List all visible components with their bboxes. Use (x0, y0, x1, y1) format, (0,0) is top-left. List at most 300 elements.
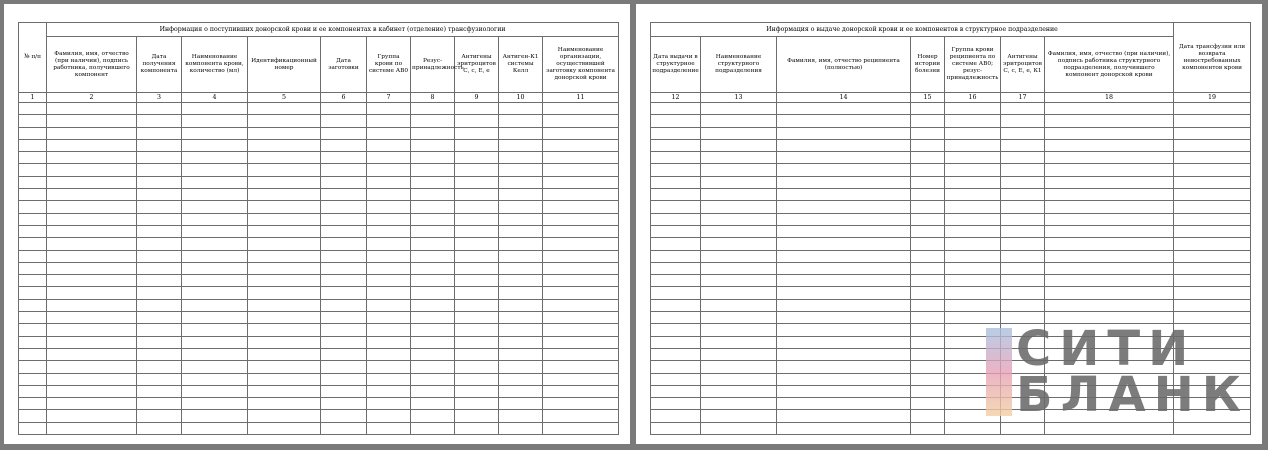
table-cell (945, 176, 1001, 188)
col-header: Группа крови по системе АВ0 (367, 37, 411, 93)
table-cell (455, 385, 499, 397)
table-row (19, 238, 619, 250)
table-cell (367, 348, 411, 360)
table-cell (367, 361, 411, 373)
table-cell (777, 287, 911, 299)
table-cell (248, 189, 321, 201)
table-cell (248, 398, 321, 410)
table-cell (499, 238, 543, 250)
table-row (19, 312, 619, 324)
table-cell (651, 275, 701, 287)
table-cell (367, 398, 411, 410)
table-row (19, 398, 619, 410)
table-cell (945, 103, 1001, 115)
col-header: Фамилия, имя, отчество (при наличии), подпись работника, получившего компонент (47, 37, 137, 93)
table-cell (19, 176, 47, 188)
table-cell (455, 373, 499, 385)
table-row (19, 201, 619, 213)
table-row (651, 238, 1251, 250)
table-cell (499, 299, 543, 311)
table-row (651, 422, 1251, 434)
table-cell (367, 115, 411, 127)
table-cell (543, 410, 619, 422)
table-cell (411, 336, 455, 348)
table-cell (248, 225, 321, 237)
table-cell (777, 213, 911, 225)
watermark-logo (986, 321, 1250, 423)
table-cell (1001, 287, 1045, 299)
table-cell (137, 299, 182, 311)
table-cell (19, 152, 47, 164)
table-cell (911, 287, 945, 299)
table-cell (499, 250, 543, 262)
table-cell (367, 410, 411, 422)
table-cell (47, 275, 137, 287)
table-cell (137, 312, 182, 324)
table-cell (455, 238, 499, 250)
table-cell (248, 348, 321, 360)
col-header: Дата трансфузии или возврата невостребованных компонентов крови (1174, 23, 1251, 93)
table-cell (248, 422, 321, 434)
table-cell (701, 398, 777, 410)
table-cell (19, 262, 47, 274)
table-cell (411, 324, 455, 336)
table-cell (701, 275, 777, 287)
table-cell (182, 287, 248, 299)
table-cell (651, 127, 701, 139)
table-cell (1045, 422, 1174, 434)
table-cell (1045, 250, 1174, 262)
table-cell (701, 287, 777, 299)
table-cell (499, 348, 543, 360)
table-cell (455, 348, 499, 360)
table-cell (47, 115, 137, 127)
table-row (19, 385, 619, 397)
table-cell (651, 385, 701, 397)
table-cell (1174, 201, 1251, 213)
table-cell (777, 115, 911, 127)
table-cell (651, 312, 701, 324)
table-row (651, 250, 1251, 262)
table-cell (911, 275, 945, 287)
table-cell (47, 139, 137, 151)
table-cell (1001, 127, 1045, 139)
table-row (19, 164, 619, 176)
table-cell (19, 225, 47, 237)
table-cell (248, 213, 321, 225)
table-cell (651, 422, 701, 434)
table-cell (367, 299, 411, 311)
table-cell (411, 127, 455, 139)
table-cell (1001, 164, 1045, 176)
table-cell (499, 312, 543, 324)
table-cell (182, 176, 248, 188)
table-cell (455, 422, 499, 434)
table-cell (411, 410, 455, 422)
table-row (651, 262, 1251, 274)
table-cell (701, 262, 777, 274)
table-cell (945, 250, 1001, 262)
table-cell (47, 127, 137, 139)
logo-gradient-bar (986, 328, 1012, 416)
table-cell (1174, 152, 1251, 164)
table-cell (137, 115, 182, 127)
table-cell (945, 287, 1001, 299)
table-cell (321, 115, 367, 127)
table-cell (321, 238, 367, 250)
table-cell (19, 398, 47, 410)
table-row (651, 213, 1251, 225)
table-cell (701, 422, 777, 434)
table-row (19, 287, 619, 299)
table-cell (47, 373, 137, 385)
table-cell (321, 139, 367, 151)
col-header: Дата выдачи в структурное подразделение (651, 37, 701, 93)
table-cell (701, 164, 777, 176)
table-cell (1174, 213, 1251, 225)
table-cell (137, 348, 182, 360)
table-cell (777, 275, 911, 287)
table-cell (19, 287, 47, 299)
table-cell (137, 361, 182, 373)
table-cell (455, 287, 499, 299)
table-cell (19, 250, 47, 262)
table-cell (411, 373, 455, 385)
table-cell (701, 385, 777, 397)
table-cell (1045, 213, 1174, 225)
table-cell (248, 361, 321, 373)
table-cell (367, 189, 411, 201)
table-cell (367, 225, 411, 237)
table-cell (777, 127, 911, 139)
col-header: Антигены эритроцитов С, с, Е, е, К1 (1001, 37, 1045, 93)
table-cell (411, 398, 455, 410)
table-cell (455, 361, 499, 373)
table-cell (911, 127, 945, 139)
table-cell (455, 262, 499, 274)
table-cell (777, 385, 911, 397)
table-cell (651, 398, 701, 410)
table-row (651, 201, 1251, 213)
table-cell (777, 189, 911, 201)
table-cell (499, 189, 543, 201)
table-cell (321, 410, 367, 422)
table-cell (499, 152, 543, 164)
table-cell (367, 164, 411, 176)
table-cell (19, 324, 47, 336)
table-cell (701, 103, 777, 115)
table-cell (367, 336, 411, 348)
table-cell (182, 299, 248, 311)
table-row (19, 324, 619, 336)
table-cell (137, 250, 182, 262)
table-cell (911, 164, 945, 176)
table-cell (182, 152, 248, 164)
table-cell (182, 348, 248, 360)
table-cell (367, 238, 411, 250)
table-cell (1001, 139, 1045, 151)
table-cell (455, 115, 499, 127)
table-cell (1045, 287, 1174, 299)
table-cell (1045, 115, 1174, 127)
table-cell (945, 115, 1001, 127)
table-cell (47, 324, 137, 336)
table-cell (911, 336, 945, 348)
table-cell (455, 250, 499, 262)
table-cell (321, 176, 367, 188)
table-cell (455, 164, 499, 176)
col-header: Идентификационный номер (248, 37, 321, 93)
table-cell (945, 299, 1001, 311)
col-number: 5 (248, 93, 321, 103)
col-header: Резус-принадлежность (411, 37, 455, 93)
table-cell (1001, 189, 1045, 201)
table-cell (777, 201, 911, 213)
table-cell (945, 262, 1001, 274)
table-cell (137, 152, 182, 164)
table-cell (651, 164, 701, 176)
table-cell (321, 398, 367, 410)
table-cell (911, 103, 945, 115)
table-cell (321, 103, 367, 115)
table-cell (651, 287, 701, 299)
table-cell (19, 201, 47, 213)
table-cell (499, 176, 543, 188)
table-cell (248, 139, 321, 151)
table-cell (367, 275, 411, 287)
col-number: 9 (455, 93, 499, 103)
table-cell (1045, 238, 1174, 250)
table-cell (945, 189, 1001, 201)
table-cell (945, 275, 1001, 287)
table-row (651, 299, 1251, 311)
table-cell (651, 213, 701, 225)
table-cell (367, 373, 411, 385)
table-cell (248, 176, 321, 188)
table-cell (411, 176, 455, 188)
table-row (19, 361, 619, 373)
table-cell (248, 275, 321, 287)
table-cell (321, 299, 367, 311)
table-cell (1001, 225, 1045, 237)
table-cell (777, 164, 911, 176)
table-cell (911, 225, 945, 237)
left-table-body (19, 103, 619, 435)
table-cell (248, 410, 321, 422)
table-cell (137, 176, 182, 188)
table-cell (945, 201, 1001, 213)
table-cell (1174, 225, 1251, 237)
table-cell (1174, 139, 1251, 151)
table-cell (1001, 262, 1045, 274)
table-cell (455, 312, 499, 324)
table-cell (411, 299, 455, 311)
col-number: 3 (137, 93, 182, 103)
table-cell (248, 127, 321, 139)
col-number: 2 (47, 93, 137, 103)
table-cell (499, 139, 543, 151)
table-cell (367, 312, 411, 324)
table-cell (1174, 275, 1251, 287)
table-cell (1001, 103, 1045, 115)
table-cell (321, 152, 367, 164)
table-cell (137, 410, 182, 422)
table-cell (137, 213, 182, 225)
table-cell (777, 152, 911, 164)
table-cell (367, 152, 411, 164)
table-cell (455, 275, 499, 287)
table-cell (945, 312, 1001, 324)
table-cell (182, 164, 248, 176)
table-row (19, 422, 619, 434)
table-cell (455, 225, 499, 237)
table-cell (945, 164, 1001, 176)
table-cell (367, 103, 411, 115)
table-cell (411, 238, 455, 250)
table-cell (455, 324, 499, 336)
table-cell (182, 361, 248, 373)
col-number: 4 (182, 93, 248, 103)
table-cell (1045, 299, 1174, 311)
col-header: Наименование структурного подразделения (701, 37, 777, 93)
table-cell (182, 324, 248, 336)
table-cell (911, 213, 945, 225)
table-cell (1045, 201, 1174, 213)
table-cell (411, 103, 455, 115)
table-cell (321, 373, 367, 385)
table-row (19, 127, 619, 139)
table-cell (137, 238, 182, 250)
table-cell (499, 324, 543, 336)
col-number: 13 (701, 93, 777, 103)
table-cell (543, 324, 619, 336)
table-cell (182, 127, 248, 139)
table-cell (367, 250, 411, 262)
table-cell (651, 361, 701, 373)
col-number: 14 (777, 93, 911, 103)
col-number: 16 (945, 93, 1001, 103)
table-row (19, 299, 619, 311)
table-cell (47, 189, 137, 201)
col-number: 8 (411, 93, 455, 103)
table-cell (455, 127, 499, 139)
table-cell (137, 398, 182, 410)
table-cell (182, 262, 248, 274)
table-cell (411, 422, 455, 434)
table-cell (777, 139, 911, 151)
table-row (19, 348, 619, 360)
table-cell (911, 422, 945, 434)
table-cell (411, 275, 455, 287)
table-cell (137, 262, 182, 274)
col-number: 18 (1045, 93, 1174, 103)
table-cell (543, 385, 619, 397)
table-cell (367, 127, 411, 139)
table-cell (543, 152, 619, 164)
table-cell (911, 348, 945, 360)
table-cell (777, 225, 911, 237)
col-header: Дата заготовки (321, 37, 367, 93)
table-cell (182, 189, 248, 201)
table-cell (945, 225, 1001, 237)
table-cell (47, 201, 137, 213)
table-cell (367, 287, 411, 299)
table-cell (651, 348, 701, 360)
table-cell (777, 398, 911, 410)
table-cell (1045, 275, 1174, 287)
watermark-line-2: БЛАНК (1016, 367, 1250, 423)
table-cell (1174, 115, 1251, 127)
table-row (651, 152, 1251, 164)
table-cell (321, 164, 367, 176)
table-cell (911, 398, 945, 410)
col-number: 1 (19, 93, 47, 103)
table-cell (455, 201, 499, 213)
table-cell (543, 275, 619, 287)
table-cell (248, 324, 321, 336)
table-cell (182, 238, 248, 250)
table-cell (182, 422, 248, 434)
table-cell (701, 250, 777, 262)
receipt-table (18, 22, 619, 435)
table-cell (777, 312, 911, 324)
table-cell (47, 213, 137, 225)
table-cell (367, 213, 411, 225)
table-cell (19, 139, 47, 151)
table-cell (137, 225, 182, 237)
table-cell (701, 361, 777, 373)
table-cell (499, 422, 543, 434)
table-cell (1001, 250, 1045, 262)
table-cell (777, 324, 911, 336)
table-cell (455, 299, 499, 311)
table-cell (701, 410, 777, 422)
table-cell (911, 361, 945, 373)
table-cell (137, 201, 182, 213)
table-cell (651, 410, 701, 422)
table-cell (1001, 152, 1045, 164)
col-header: Фамилия, имя, отчество (при наличии), подпись работника структурного подразделения, получившего компонент донорской крови (1045, 37, 1174, 93)
table-cell (248, 336, 321, 348)
table-cell (911, 139, 945, 151)
table-cell (47, 164, 137, 176)
table-cell (19, 312, 47, 324)
table-row (651, 176, 1251, 188)
table-cell (248, 115, 321, 127)
table-cell (321, 287, 367, 299)
table-row (19, 262, 619, 274)
table-cell (701, 213, 777, 225)
table-cell (911, 152, 945, 164)
table-cell (321, 385, 367, 397)
table-cell (321, 225, 367, 237)
table-cell (701, 115, 777, 127)
table-cell (777, 336, 911, 348)
table-row (19, 189, 619, 201)
table-cell (701, 299, 777, 311)
table-row (651, 103, 1251, 115)
table-row (19, 250, 619, 262)
table-cell (411, 189, 455, 201)
table-cell (182, 201, 248, 213)
table-cell (137, 385, 182, 397)
table-cell (182, 336, 248, 348)
table-cell (47, 238, 137, 250)
table-cell (182, 373, 248, 385)
table-cell (777, 299, 911, 311)
table-cell (182, 398, 248, 410)
table-cell (455, 336, 499, 348)
